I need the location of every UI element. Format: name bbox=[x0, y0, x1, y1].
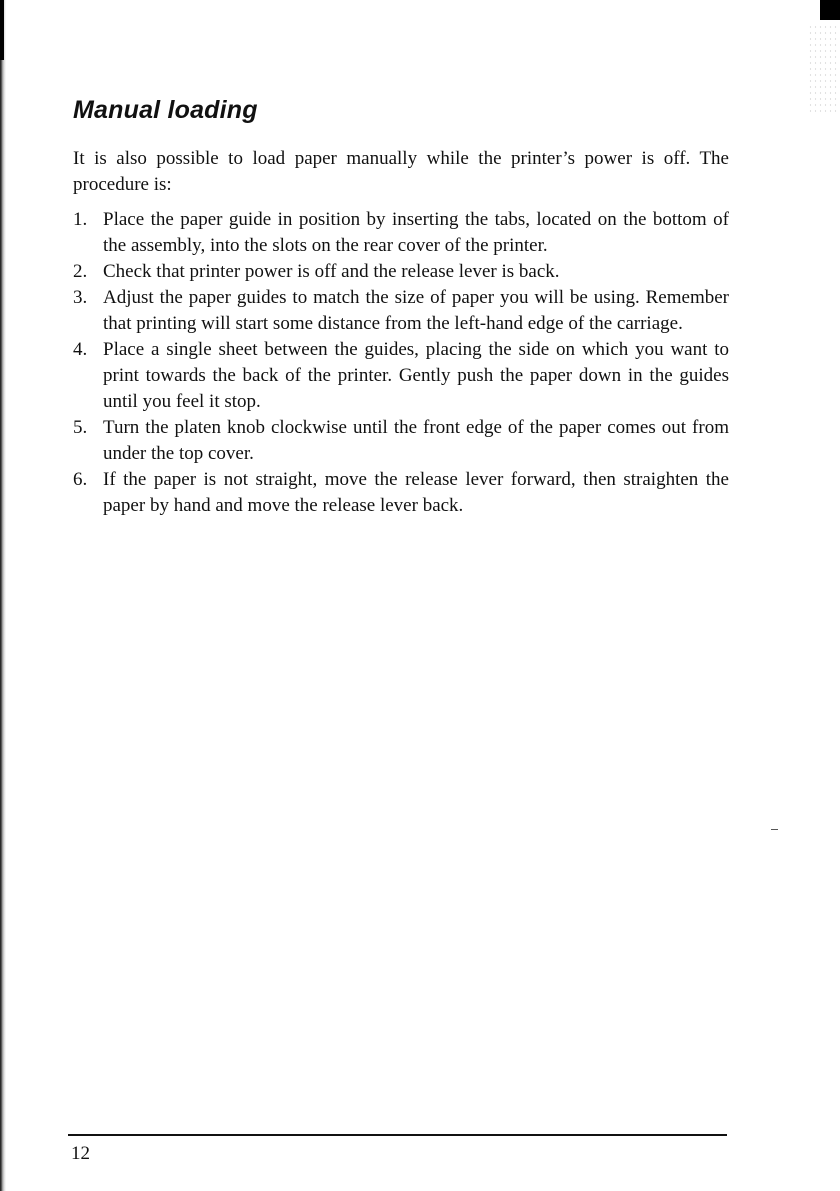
list-item bbox=[73, 415, 729, 467]
step-number: 6. bbox=[73, 469, 88, 490]
step-text: Adjust the paper guides to match the size of paper you will be using. Remember that printing will start some distance from the left-hand edge of the carriage. bbox=[103, 287, 729, 334]
list-item bbox=[73, 337, 729, 415]
list-item bbox=[73, 259, 729, 285]
scan-left-edge bbox=[0, 0, 6, 1191]
step-text: Check that printer power is off and the release lever is back. bbox=[103, 261, 560, 282]
step-number: 1. bbox=[73, 209, 88, 230]
section-heading: Manual loading bbox=[73, 96, 258, 124]
list-item bbox=[73, 207, 729, 259]
stray-mark bbox=[771, 829, 778, 830]
scan-corner-mark bbox=[820, 0, 840, 20]
footer-rule bbox=[68, 1134, 727, 1136]
page-number: 12 bbox=[71, 1143, 90, 1164]
step-number: 4. bbox=[73, 339, 88, 360]
step-number: 5. bbox=[73, 417, 88, 438]
procedure-list bbox=[73, 207, 729, 519]
scan-speckle bbox=[808, 24, 838, 114]
step-text: Place a single sheet between the guides, placing the side on which you want to print towards the back of the printer. Gently push the paper down in the guides until you feel it stop. bbox=[103, 339, 729, 412]
step-text: Turn the platen knob clockwise until the front edge of the paper comes out from under the top cover. bbox=[103, 417, 729, 464]
step-number: 2. bbox=[73, 261, 88, 282]
list-item bbox=[73, 467, 729, 519]
list-item bbox=[73, 285, 729, 337]
step-number: 3. bbox=[73, 287, 88, 308]
step-text: Place the paper guide in position by inserting the tabs, located on the bottom of the assembly, into the slots on the rear cover of the printer. bbox=[103, 209, 729, 256]
step-text: If the paper is not straight, move the release lever forward, then straighten the paper by hand and move the release lever back. bbox=[103, 469, 729, 516]
scan-edge-mark bbox=[0, 0, 4, 60]
intro-paragraph: It is also possible to load paper manually while the printer’s power is off. The procedure is: bbox=[73, 148, 729, 195]
